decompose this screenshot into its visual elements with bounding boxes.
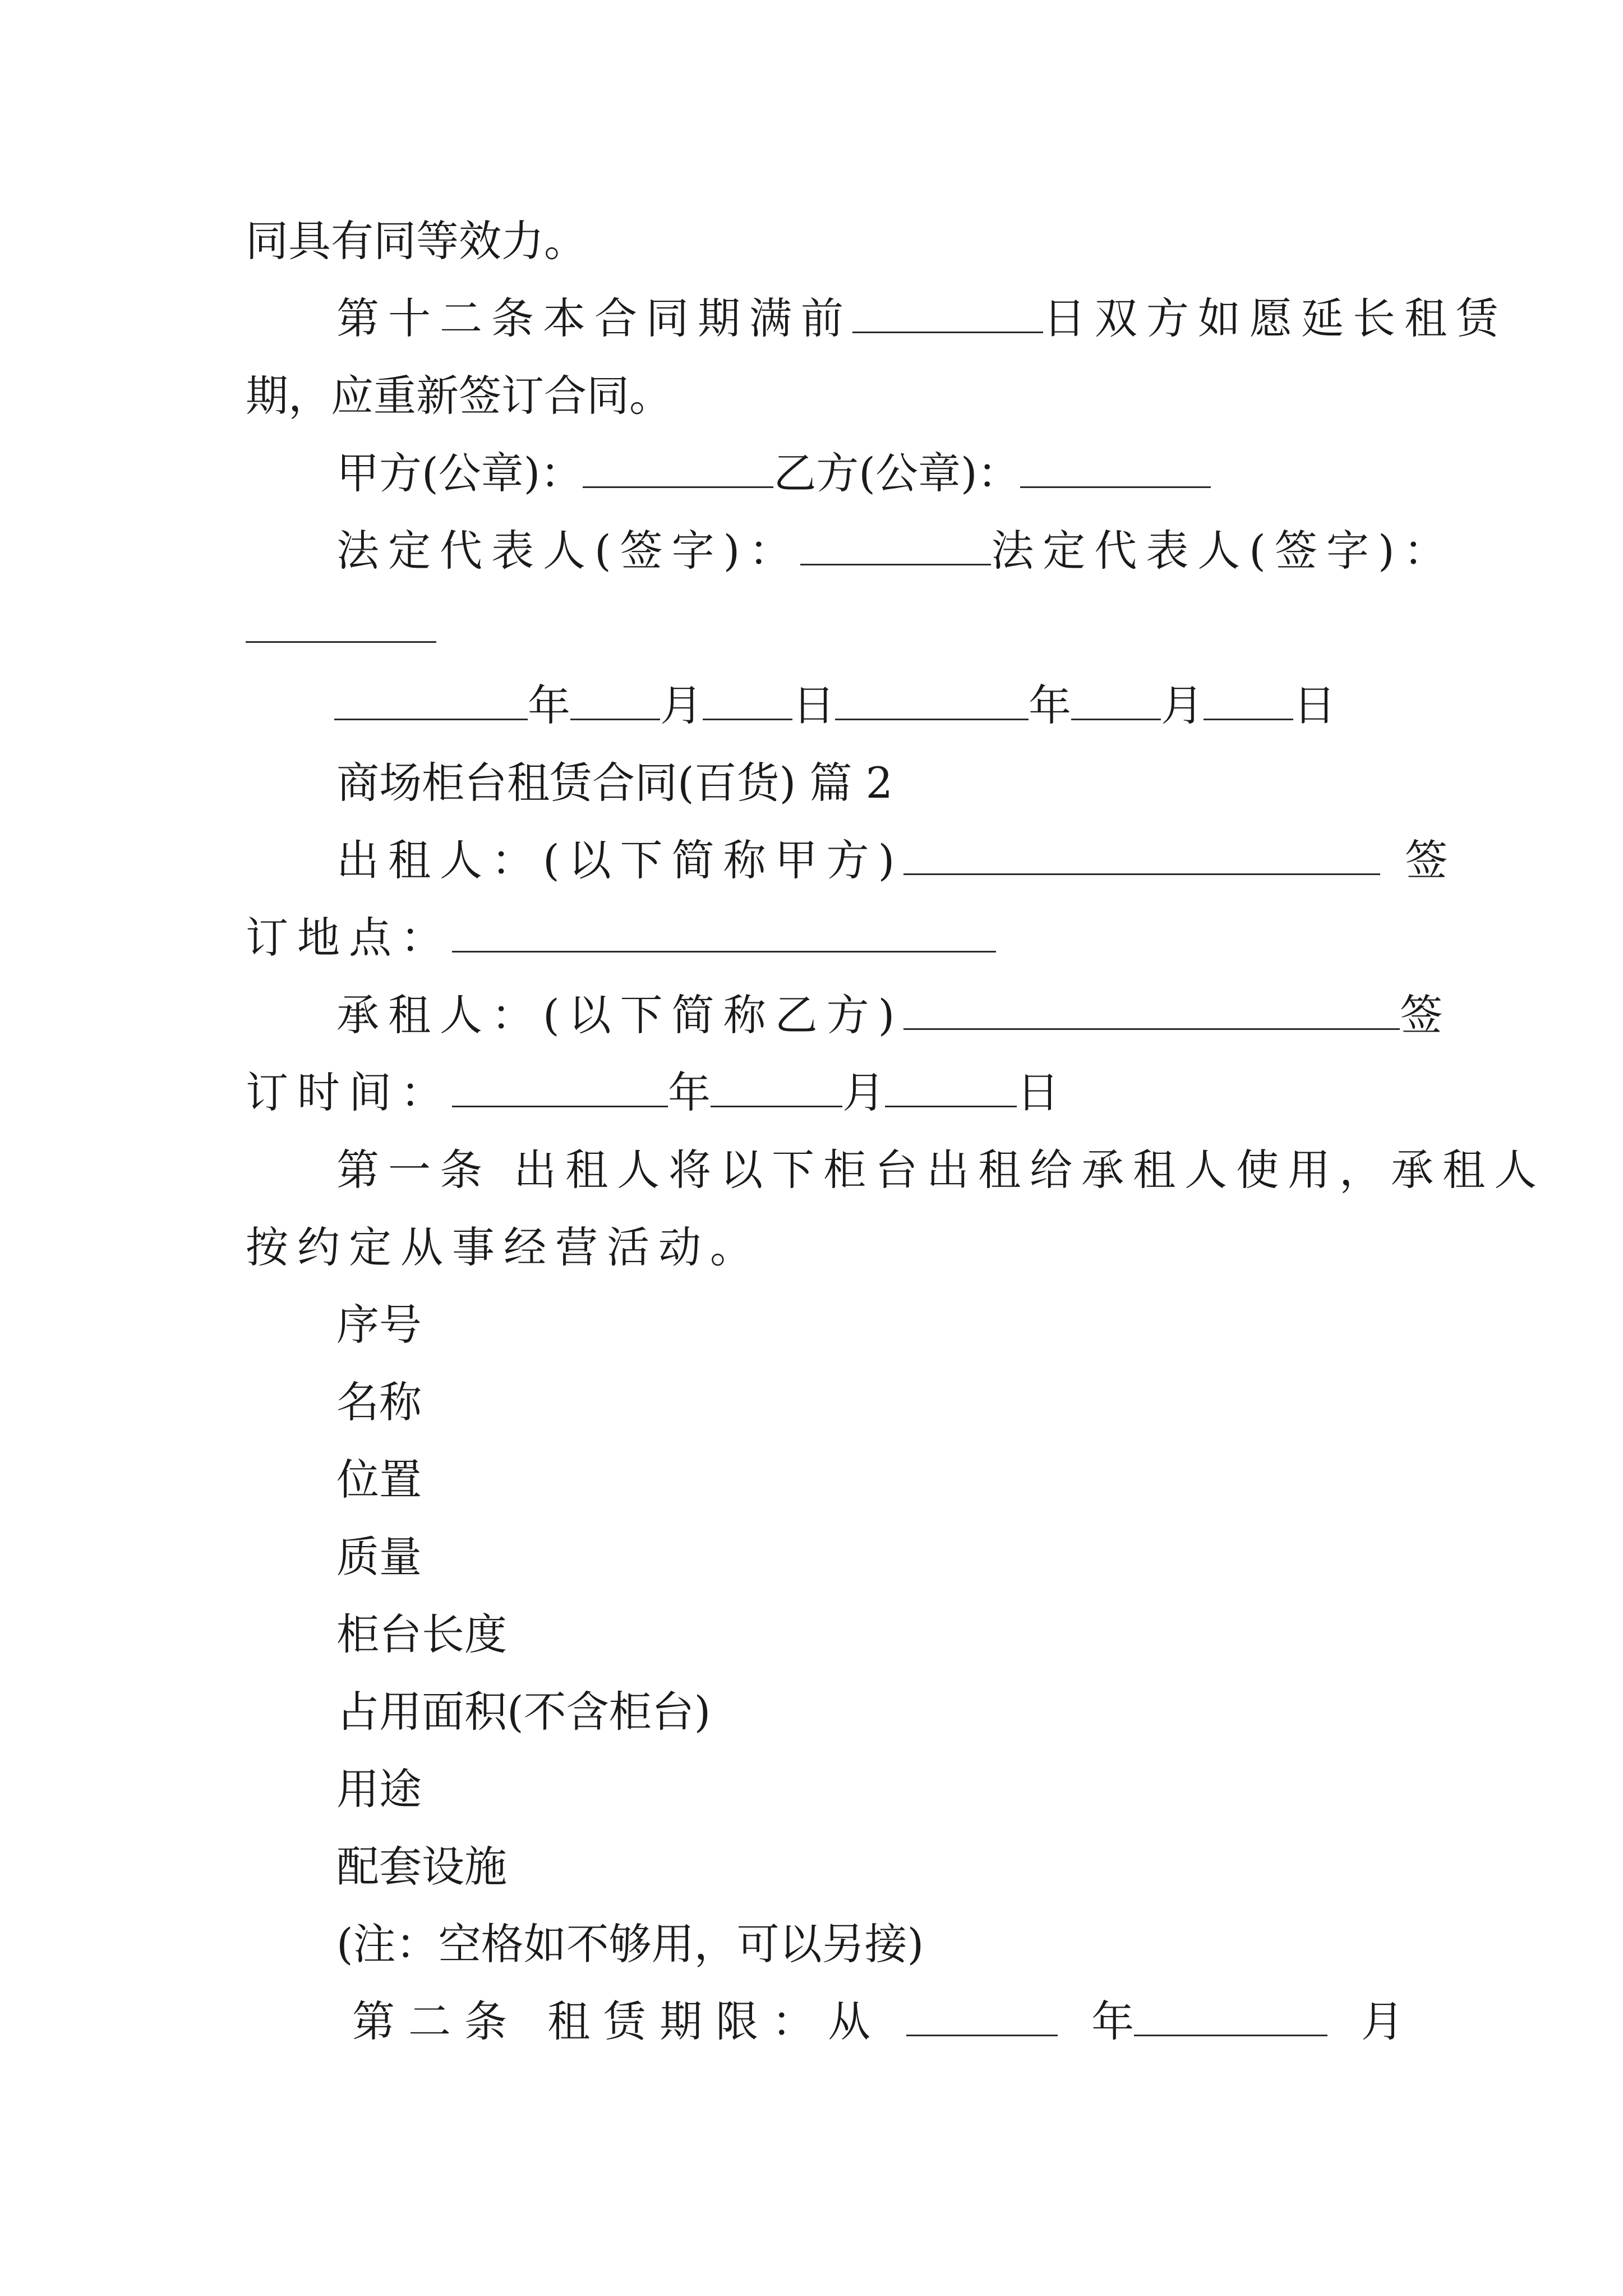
article-12-line-1 <box>336 291 1507 347</box>
representative-line <box>336 523 1455 579</box>
party-b-seal-blank <box>1020 449 1211 488</box>
sign-place-label: 订地点： <box>246 913 452 963</box>
sign-place-blank <box>452 914 996 953</box>
rep-a-label: 法定代表人(签字)： <box>336 526 801 576</box>
article-2-line <box>352 1994 1404 2050</box>
article-1-line-2: 按约定从事经营活动。 <box>246 1222 762 1272</box>
lessor-blank <box>903 836 1380 875</box>
article-12-text: 第十二条本合同期满前 <box>336 293 852 343</box>
table-note: (注：空格如不够用，可以另接) <box>336 1919 924 1969</box>
field-area: 占用面积(不含柜台) <box>336 1687 711 1737</box>
sign-month-label: 月 <box>842 1068 885 1117</box>
field-serial: 序号 <box>336 1300 422 1350</box>
day-label-b: 日 <box>1293 680 1336 730</box>
party-seal-line <box>336 445 1211 501</box>
field-facilities: 配套设施 <box>336 1842 507 1892</box>
days-blank <box>852 295 1043 333</box>
field-name: 名称 <box>336 1377 422 1427</box>
sign-char-2: 签 <box>1400 990 1443 1040</box>
field-quality: 质量 <box>336 1532 422 1582</box>
article-2-label: 第二条 租赁期限：从 <box>352 1996 884 2046</box>
party-a-seal-label: 甲方(公章)： <box>336 448 583 498</box>
sign-year-label: 年 <box>668 1068 711 1117</box>
sign-time-label: 订时间： <box>246 1068 452 1117</box>
party-b-seal-label: 乙方(公章)： <box>773 448 1020 498</box>
sign-time-line <box>246 1065 1059 1121</box>
month-blank-a <box>570 682 660 720</box>
month-blank-b <box>1071 682 1161 720</box>
sign-day-label: 日 <box>1017 1068 1059 1117</box>
day-blank-a <box>703 682 792 720</box>
lessee-blank <box>903 991 1400 1030</box>
article-12-text-mid: 日双方如愿延长租赁 <box>1043 293 1507 343</box>
year-blank-a <box>334 682 528 720</box>
rep-b-blank-line <box>246 600 436 656</box>
year-label-b: 年 <box>1029 680 1071 730</box>
day-blank-b <box>1204 682 1293 720</box>
month-label-b: 月 <box>1161 680 1204 730</box>
field-location: 位置 <box>336 1455 422 1504</box>
sign-day-blank <box>885 1069 1017 1107</box>
lessee-line <box>336 987 1442 1043</box>
field-counter-length: 柜台长度 <box>336 1609 507 1659</box>
sign-month-blank <box>711 1069 842 1107</box>
section-heading: 商场柜台租赁合同(百货) 篇 2 <box>336 758 893 808</box>
lessee-label: 承租人：(以下简称乙方) <box>336 990 904 1040</box>
lessor-line <box>336 832 1447 889</box>
paragraph-continuation: 同具有同等效力。 <box>246 216 587 266</box>
lease-year-blank <box>906 1998 1058 2036</box>
day-label-a: 日 <box>792 680 835 730</box>
field-usage: 用途 <box>336 1764 422 1814</box>
lessor-label: 出租人：(以下简称甲方) <box>336 835 904 885</box>
rep-b-label: 法定代表人(签字)： <box>991 526 1455 576</box>
sign-year-blank <box>452 1069 668 1107</box>
article-12-line-2: 期，应重新签订合同。 <box>246 371 672 421</box>
article-1-line-1: 第一条 出租人将以下柜台出租给承租人使用，承租人 <box>336 1145 1546 1195</box>
sign-char-1: 签 <box>1405 835 1448 885</box>
lease-month-label: 月 <box>1361 1996 1404 2046</box>
lease-month-blank <box>1134 1998 1327 2036</box>
rep-a-blank <box>800 527 991 565</box>
rep-b-blank <box>246 604 436 643</box>
party-a-seal-blank <box>583 449 773 488</box>
sign-place-line <box>246 910 996 966</box>
year-label-a: 年 <box>528 680 570 730</box>
year-blank-b <box>835 682 1029 720</box>
lease-year-label: 年 <box>1091 1996 1135 2046</box>
month-label-a: 月 <box>660 680 703 730</box>
date-line <box>334 678 1336 734</box>
